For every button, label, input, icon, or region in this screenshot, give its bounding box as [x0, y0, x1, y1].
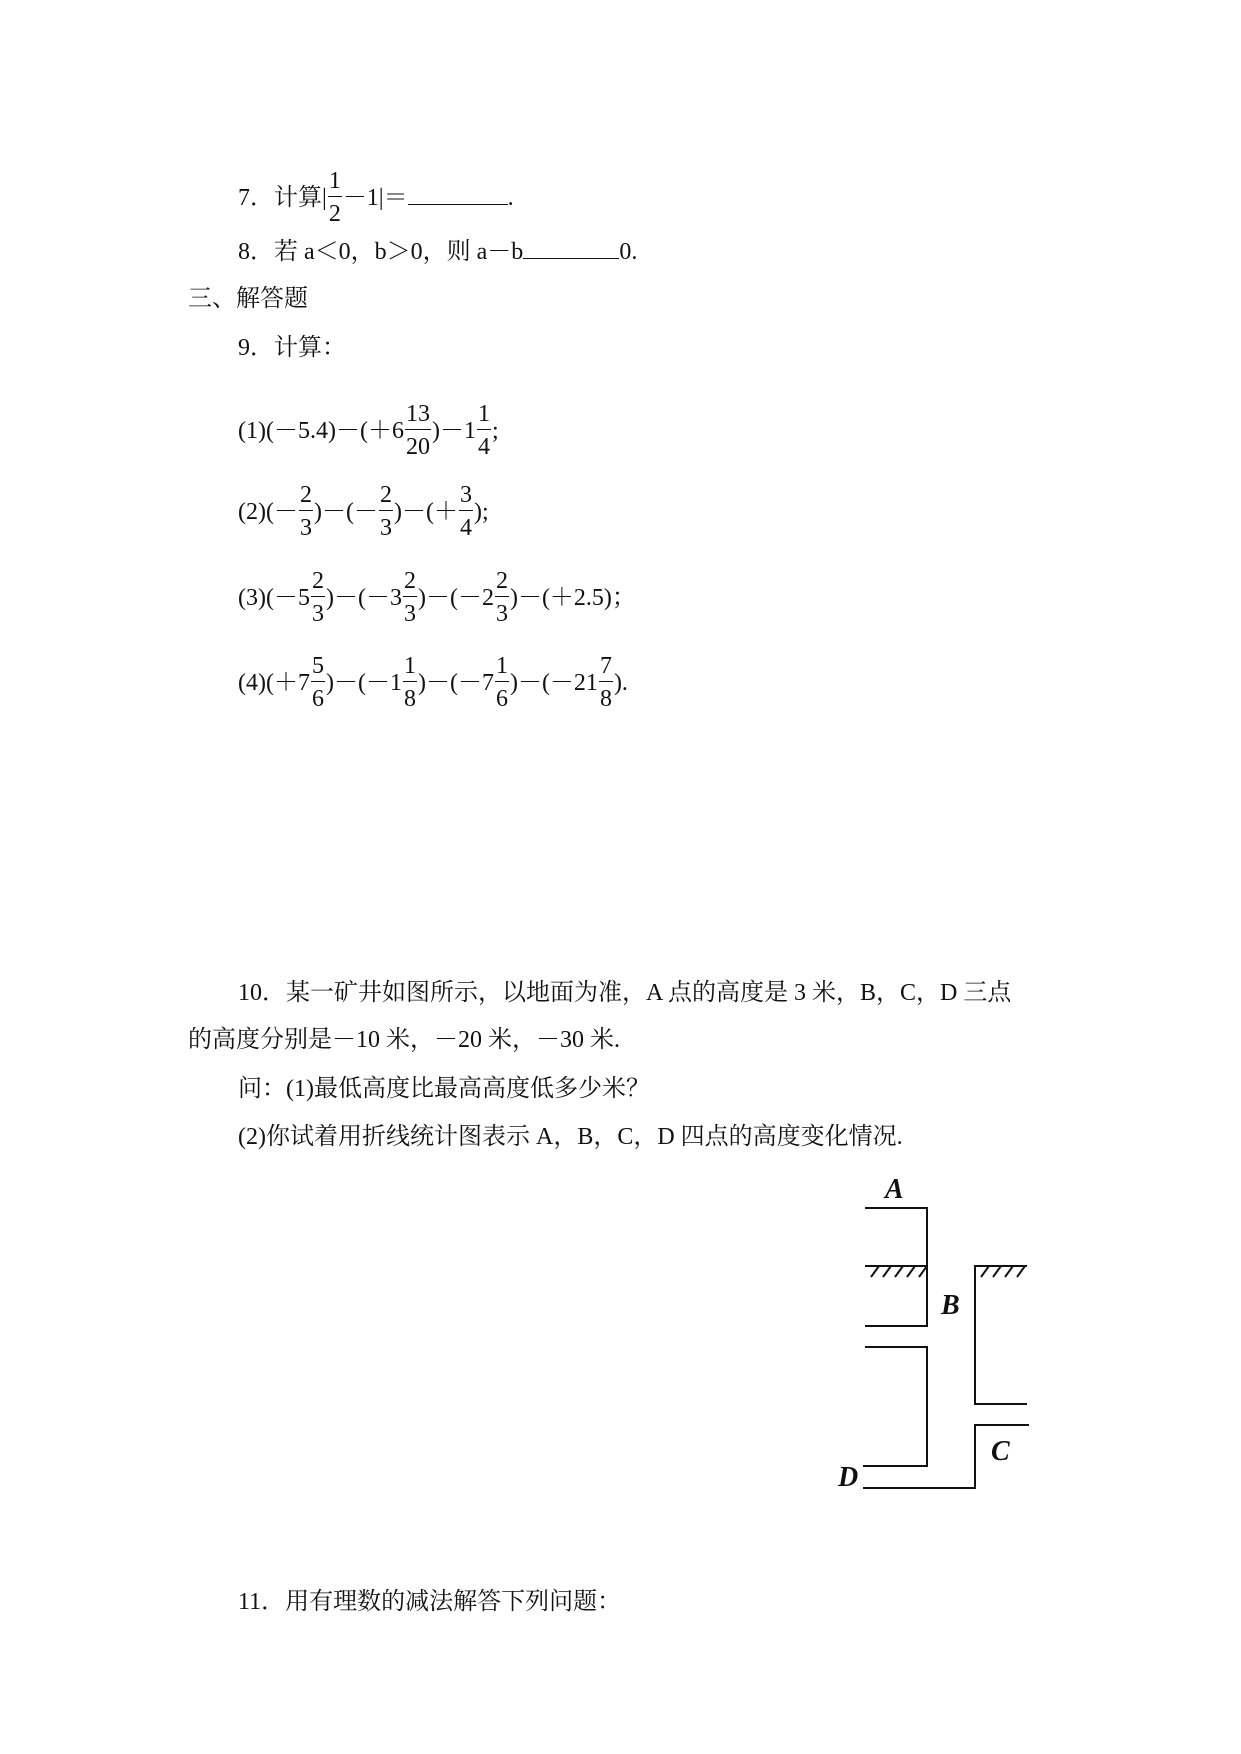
fraction-denominator: 3 [379, 515, 392, 541]
q7-fraction-denominator: 2 [328, 201, 341, 227]
fraction-denominator: 3 [311, 601, 324, 627]
fraction-denominator: 4 [459, 515, 472, 541]
q9p3-a: (3)(－5 [238, 585, 310, 612]
fraction-numerator: 2 [403, 569, 417, 597]
fraction-denominator: 6 [311, 686, 324, 712]
q9p4-d: )－(－21 [509, 670, 598, 697]
q9p1-fraction-1 [405, 402, 431, 459]
label-b: B [941, 1290, 960, 1321]
fraction-denominator: 3 [495, 601, 508, 627]
label-a: A [885, 1174, 904, 1205]
q8-text: 8．若 a＜0，b＞0，则 a－b [238, 239, 524, 265]
fraction-numerator: 1 [403, 654, 417, 682]
q10-line-2: 的高度分别是－10 米，－20 米，－30 米. [188, 1027, 620, 1053]
q9p2-fraction-1 [299, 483, 313, 540]
fraction-numerator: 2 [311, 569, 325, 597]
fraction-denominator: 3 [403, 601, 416, 627]
fraction-denominator: 8 [599, 686, 612, 712]
q9p1-fraction-2 [477, 402, 491, 459]
fraction-denominator: 20 [405, 434, 430, 460]
q9p1-a: (1)(－5.4)－(＋6 [238, 418, 404, 445]
q9p3-fraction-3 [495, 569, 509, 626]
q9p4-fraction-3 [495, 654, 509, 711]
q9p4-fraction-4 [599, 654, 613, 711]
q9p3-fraction-2 [403, 569, 417, 626]
fraction-numerator: 7 [599, 654, 613, 682]
mine-shaft-diagram [835, 1170, 1055, 1515]
q9p1-b: )－1 [431, 418, 476, 445]
q9p2-b: )－(－ [313, 499, 378, 526]
label-c: C [991, 1436, 1010, 1467]
q9p4-b: )－(－1 [325, 670, 402, 697]
q9-part-2 [238, 482, 489, 542]
q9-part-4 [238, 653, 628, 713]
q9p1-c: ; [491, 418, 499, 445]
fraction-numerator: 1 [495, 654, 509, 682]
question-8 [238, 236, 637, 267]
fraction-denominator: 6 [495, 686, 508, 712]
fraction-numerator: 5 [311, 654, 325, 682]
fraction-numerator: 2 [299, 483, 313, 511]
fraction-denominator: 4 [477, 434, 490, 460]
q7-label: 7．计算| [238, 185, 327, 212]
q9p4-fraction-1 [311, 654, 325, 711]
fraction-numerator: 2 [379, 483, 393, 511]
q9p4-a: (4)(＋7 [238, 670, 310, 697]
fraction-numerator: 3 [459, 483, 473, 511]
shaft-b-wall [975, 1266, 1027, 1404]
q9p2-fraction-3 [459, 483, 473, 540]
q10-ask-2: (2)你试着用折线统计图表示 A，B，C，D 四点的高度变化情况. [238, 1124, 903, 1150]
q7-fraction-numerator: 1 [328, 169, 342, 197]
q9p4-e: ). [613, 670, 628, 697]
question-7 [238, 168, 514, 228]
q7-fraction [328, 169, 342, 226]
q10-ask-1: 问：(1)最低高度比最高高度低多少米？ [238, 1076, 650, 1102]
q9p3-c: )－(－2 [417, 585, 494, 612]
fraction-denominator: 8 [403, 686, 416, 712]
q9p3-fraction-1 [311, 569, 325, 626]
q9-part-3 [238, 568, 636, 628]
q8-answer-blank[interactable] [523, 236, 619, 259]
fraction-denominator: 3 [299, 515, 312, 541]
q9p2-c: )－(＋ [393, 499, 458, 526]
shaft-lower-left [863, 1347, 927, 1466]
fraction-numerator: 1 [477, 402, 491, 430]
q9p3-d: )－(＋2.5)； [509, 585, 636, 612]
q7-answer-blank[interactable] [408, 182, 508, 205]
fraction-numerator: 2 [495, 569, 509, 597]
q9-intro: 9．计算： [238, 335, 346, 361]
q9p4-fraction-2 [403, 654, 417, 711]
q7-end: . [507, 185, 514, 212]
q8-end: 0. [619, 239, 638, 265]
label-d: D [838, 1462, 859, 1493]
q9-part-1 [238, 401, 499, 461]
q9p4-c: )－(－7 [417, 670, 494, 697]
q7-after: －1|＝ [342, 185, 408, 212]
q10-line-1: 10．某一矿井如图所示，以地面为准，A 点的高度是 3 米，B，C，D 三点 [238, 980, 1012, 1006]
q9p2-a: (2)(－ [238, 499, 298, 526]
section-3-title: 三、解答题 [188, 286, 308, 312]
q9p2-fraction-2 [379, 483, 393, 540]
q11-text: 11．用有理数的减法解答下列问题： [238, 1589, 622, 1615]
fraction-numerator: 13 [405, 402, 431, 430]
q9p2-d: ); [473, 499, 489, 526]
q9p3-b: )－(－3 [325, 585, 402, 612]
